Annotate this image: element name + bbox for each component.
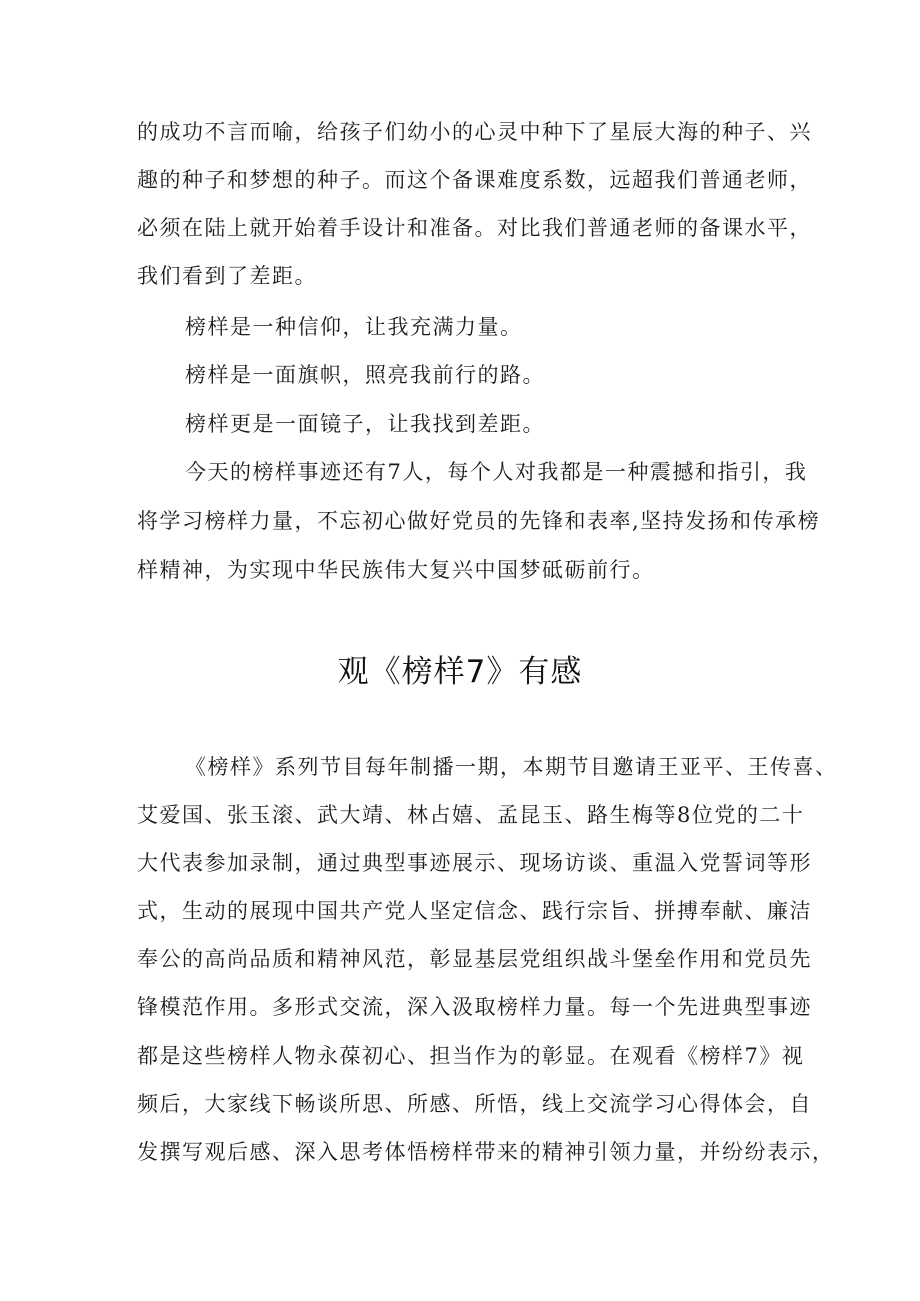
paragraph-line: 必须在陆上就开始着手设计和准备。对比我们普通老师的备课水平， xyxy=(137,216,812,240)
paragraph-line: 我们看到了差距。 xyxy=(137,264,317,288)
paragraph-line: 发撰写观后感、深入思考体悟榜样带来的精神引领力量，并纷纷表示， xyxy=(137,1140,835,1164)
motto-line-flag: 榜样是一面旗帜，照亮我前行的路。 xyxy=(185,363,545,387)
paragraph-line: 艾爱国、张玉滚、武大靖、林占嬉、孟昆玉、路生梅等8位党的二十 xyxy=(137,803,805,827)
paragraph-line: 频后，大家线下畅谈所思、所感、所悟，线上交流学习心得体会，自 xyxy=(137,1092,812,1116)
motto-line-faith: 榜样是一种信仰，让我充满力量。 xyxy=(185,315,523,339)
paragraph-line: 锋模范作用。多形式交流，深入汲取榜样力量。每一个先进典型事迹 xyxy=(137,995,812,1019)
paragraph-line: 样精神，为实现中华民族伟大复兴中国梦砥砺前行。 xyxy=(137,558,655,582)
paragraph-line: 都是这些榜样人物永葆初心、担当作为的彰显。在观看《榜样7》视 xyxy=(137,1044,805,1068)
motto-line-mirror: 榜样更是一面镜子，让我找到差距。 xyxy=(185,412,545,436)
paragraph-line: 的成功不言而喻，给孩子们幼小的心灵中种下了星辰大海的种子、兴 xyxy=(137,120,812,144)
paragraph-line: 趣的种子和梦想的种子。而这个备课难度系数，远超我们普通老师， xyxy=(137,168,812,192)
article-title: 观《榜样7》有感 xyxy=(337,654,583,690)
paragraph-line: 大代表参加录制，通过典型事迹展示、现场访谈、重温入党誓词等形 xyxy=(137,851,812,875)
paragraph-line: 《榜样》系列节目每年制播一期，本期节目邀请王亚平、王传喜、 xyxy=(185,755,838,779)
paragraph-line: 今天的榜样事迹还有7人，每个人对我都是一种震撼和指引，我 xyxy=(185,460,808,484)
paragraph-line: 将学习榜样力量，不忘初心做好党员的先锋和表率,坚持发扬和传承榜 xyxy=(137,509,821,533)
paragraph-line: 式，生动的展现中国共产党人坚定信念、践行宗旨、拼搏奉献、廉洁 xyxy=(137,899,812,923)
paragraph-line: 奉公的高尚品质和精神风范，彰显基层党组织战斗堡垒作用和党员先 xyxy=(137,947,812,971)
